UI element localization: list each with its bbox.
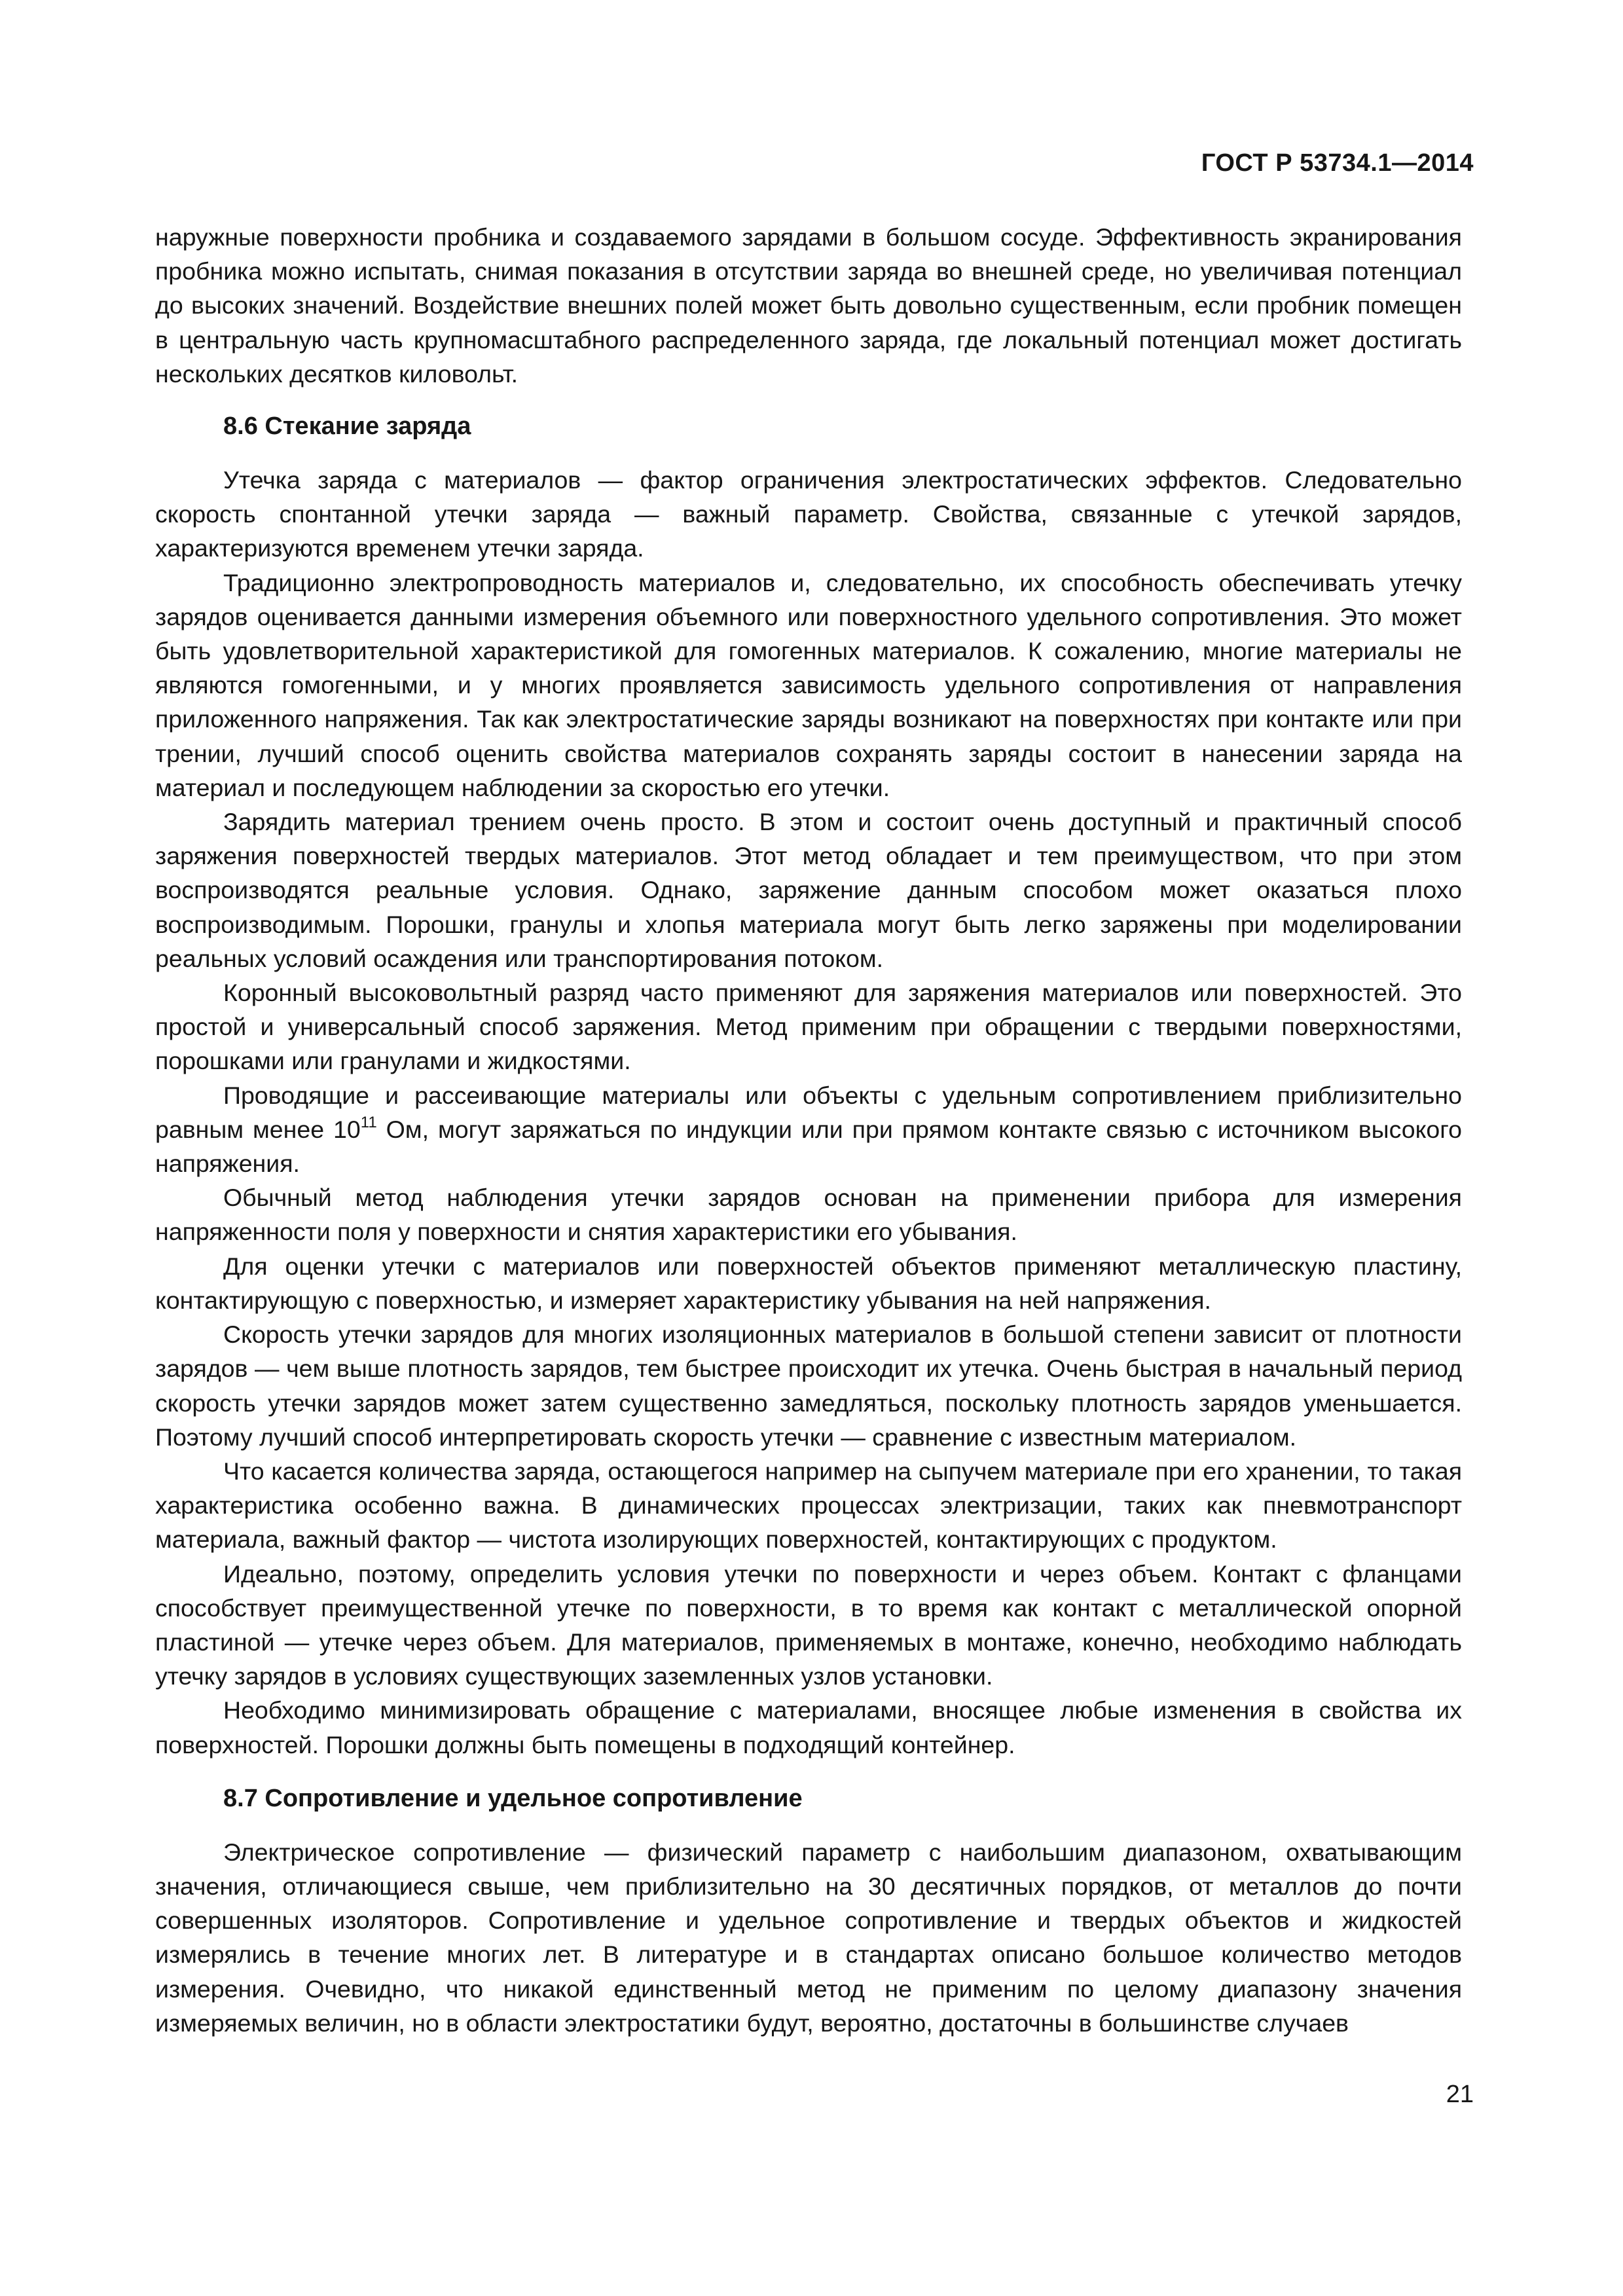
section-8-6-paragraph-7: Для оценки утечки с материалов или поверхностей объектов применяют металлическую пластину, контактирующую с поверхностью, и измеряет характеристику убывания на ней напряжения.: [155, 1252, 1462, 1314]
document-code: ГОСТ Р 53734.1—2014: [1201, 149, 1474, 177]
section-8-6-paragraph-1: Утечка заряда с материалов — фактор ограничения электростатических эффектов. Следовательно скорость спонтанной утечки заряда — важный параметр. Свойства, связанные с утечкой зарядов, характеризуются временем утечки заряда.: [155, 466, 1462, 562]
section-8-6-paragraph-5: [155, 1078, 1462, 1181]
section-8-6-paragraph-8: Скорость утечки зарядов для многих изоляционных материалов в большой степени зависит от плотности зарядов — чем выше плотность зарядов, тем быстрее происходит их утечка. Очень быстрая в начальный период скорость утечки зарядов может затем существенно замедляться, поскольку плотность зарядов уменьшается. Поэтому лучший способ интерпретировать скорость утечки — сравнение с известным материалом.: [155, 1321, 1462, 1451]
section-8-6-paragraph-4: Коронный высоковольтный разряд часто применяют для заряжения материалов или поверхностей. Это простой и универсальный способ заряжения. Метод применим при обращении с твердыми поверхностями, порошками или гранулами и жидкостями.: [155, 979, 1462, 1075]
intro-paragraph: наружные поверхности пробника и создаваемого зарядами в большом сосуде. Эффективность экранирования пробника можно испытать, снимая показания в отсутствии заряда во внешней среде, но увеличивая потенциал до высоких значений. Воздействие внешних полей может быть довольно существенным, если пробник помещен в центральную часть крупномасштабного распределенного заряда, где локальный потенциал может достигать нескольких десятков киловольт.: [155, 223, 1462, 388]
section-8-6-heading: 8.6 Стекание заряда: [223, 412, 471, 441]
p5-text-after: Ом, могут заряжаться по индукции или при прямом контакте связью с источником высокого напряжения.: [155, 1115, 1462, 1178]
section-8-6-paragraph-6: Обычный метод наблюдения утечки зарядов основан на применении прибора для измерения напряженности поля у поверхности и снятия характеристики его убывания.: [155, 1184, 1462, 1246]
section-8-6-paragraph-9: Что касается количества заряда, остающегося например на сыпучем материале при его хранении, то такая характеристика особенно важна. В динамических процессах электризации, таких как пневмотранспорт материала, важный фактор — чистота изолирующих поверхностей, контактирующих с продуктом.: [155, 1457, 1462, 1554]
p5-exponent: 11: [360, 1114, 377, 1132]
page-content: [155, 220, 1462, 2040]
section-8-7-paragraph-1: Электрическое сопротивление — физический параметр с наибольшим диапазоном, охватывающим значения, отличающиеся свыше, чем приблизительно на 30 десятичных порядков, от металлов до почти совершенных изоляторов. Сопротивление и удельное сопротивление и твердых объектов и жидкостей измерялись в течение многих лет. В литературе и в стандартах описано большое количество методов измерения. Очевидно, что никакой единственный метод не применим по целому диапазону значения измеряемых величин, но в области электростатики будут, вероятно, достаточны в большинстве случаев: [155, 1838, 1462, 2037]
section-8-6-paragraph-2: Традиционно электропроводность материалов и, следовательно, их способность обеспечивать утечку зарядов оценивается данными измерения объемного или поверхностного удельного сопротивления. Это может быть удовлетворительной характеристикой для гомогенных материалов. К сожалению, многие материалы не являются гомогенными, и у многих проявляется зависимость удельного сопротивления от направления приложенного напряжения. Так как электростатические заряды возникают на поверхностях при контакте или при трении, лучший способ оценить свойства материалов сохранять заряды состоит в нанесении заряда на материал и последующем наблюдении за скоростью его утечки.: [155, 568, 1462, 801]
page-number: 21: [1446, 2081, 1474, 2108]
section-8-6-paragraph-3: Зарядить материал трением очень просто. В этом и состоит очень доступный и практичный способ заряжения поверхностей твердых материалов. Этот метод обладает и тем преимуществом, что при этом воспроизводятся реальные условия. Однако, заряжение данным способом может оказаться плохо воспроизводимым. Порошки, гранулы и хлопья материала могут быть легко заряжены при моделировании реальных условий осаждения или транспортирования потоком.: [155, 808, 1462, 972]
p5-text-before: Проводящие и рассеивающие материалы или объекты с удельным сопротивлением приблизительно равным менее 10: [155, 1081, 1462, 1143]
section-8-6-paragraph-11: Необходимо минимизировать обращение с материалами, вносящее любые изменения в свойства их поверхностей. Порошки должны быть помещены в подходящий контейнер.: [155, 1696, 1462, 1758]
section-8-7-heading: 8.7 Сопротивление и удельное сопротивление: [223, 1784, 803, 1812]
section-8-6-paragraph-10: Идеально, поэтому, определить условия утечки по поверхности и через объем. Контакт с фланцами способствует преимущественной утечке по поверхности, в то время как контакт с металлической опорной пластиной — утечке через объем. Для материалов, применяемых в монтаже, конечно, необходимо наблюдать утечку зарядов в условиях существующих заземленных узлов установки.: [155, 1559, 1462, 1690]
